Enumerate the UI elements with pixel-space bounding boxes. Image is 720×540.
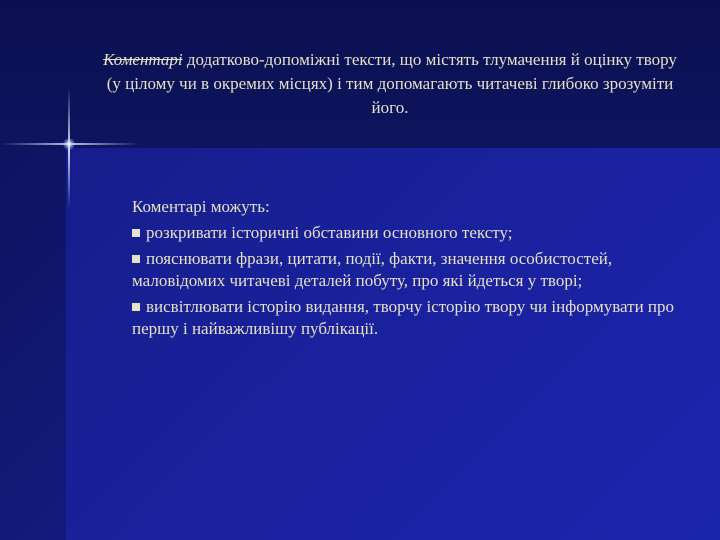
- square-bullet-icon: [132, 255, 140, 263]
- title-term: Коментарі: [103, 50, 183, 69]
- slide-title: [100, 48, 680, 120]
- list-item: [132, 296, 692, 340]
- title-definition: додатково-допоміжні тексти, що містять тлумачення й оцінку твору (у цілому чи в окремих місцях) і тим допомагають читачеві глибоко зрозуміти його.: [106, 50, 677, 117]
- slide-body: [132, 196, 692, 344]
- list-item: [132, 222, 692, 244]
- sparkle-star-icon: [63, 138, 75, 150]
- list-item-text: висвітлювати історію видання, творчу історію твору чи інформувати про першу і найважливішу публікації.: [132, 297, 675, 338]
- list-item-text: розкривати історичні обставини основного тексту;: [146, 223, 513, 242]
- square-bullet-icon: [132, 229, 140, 237]
- list-item: [132, 248, 692, 292]
- square-bullet-icon: [132, 303, 140, 311]
- body-intro: Коментарі можуть:: [132, 197, 270, 216]
- list-item-text: пояснювати фрази, цитати, події, факти, значення особистостей, маловідомих читачеві деталей побуту, про які йдеться у творі;: [132, 249, 613, 290]
